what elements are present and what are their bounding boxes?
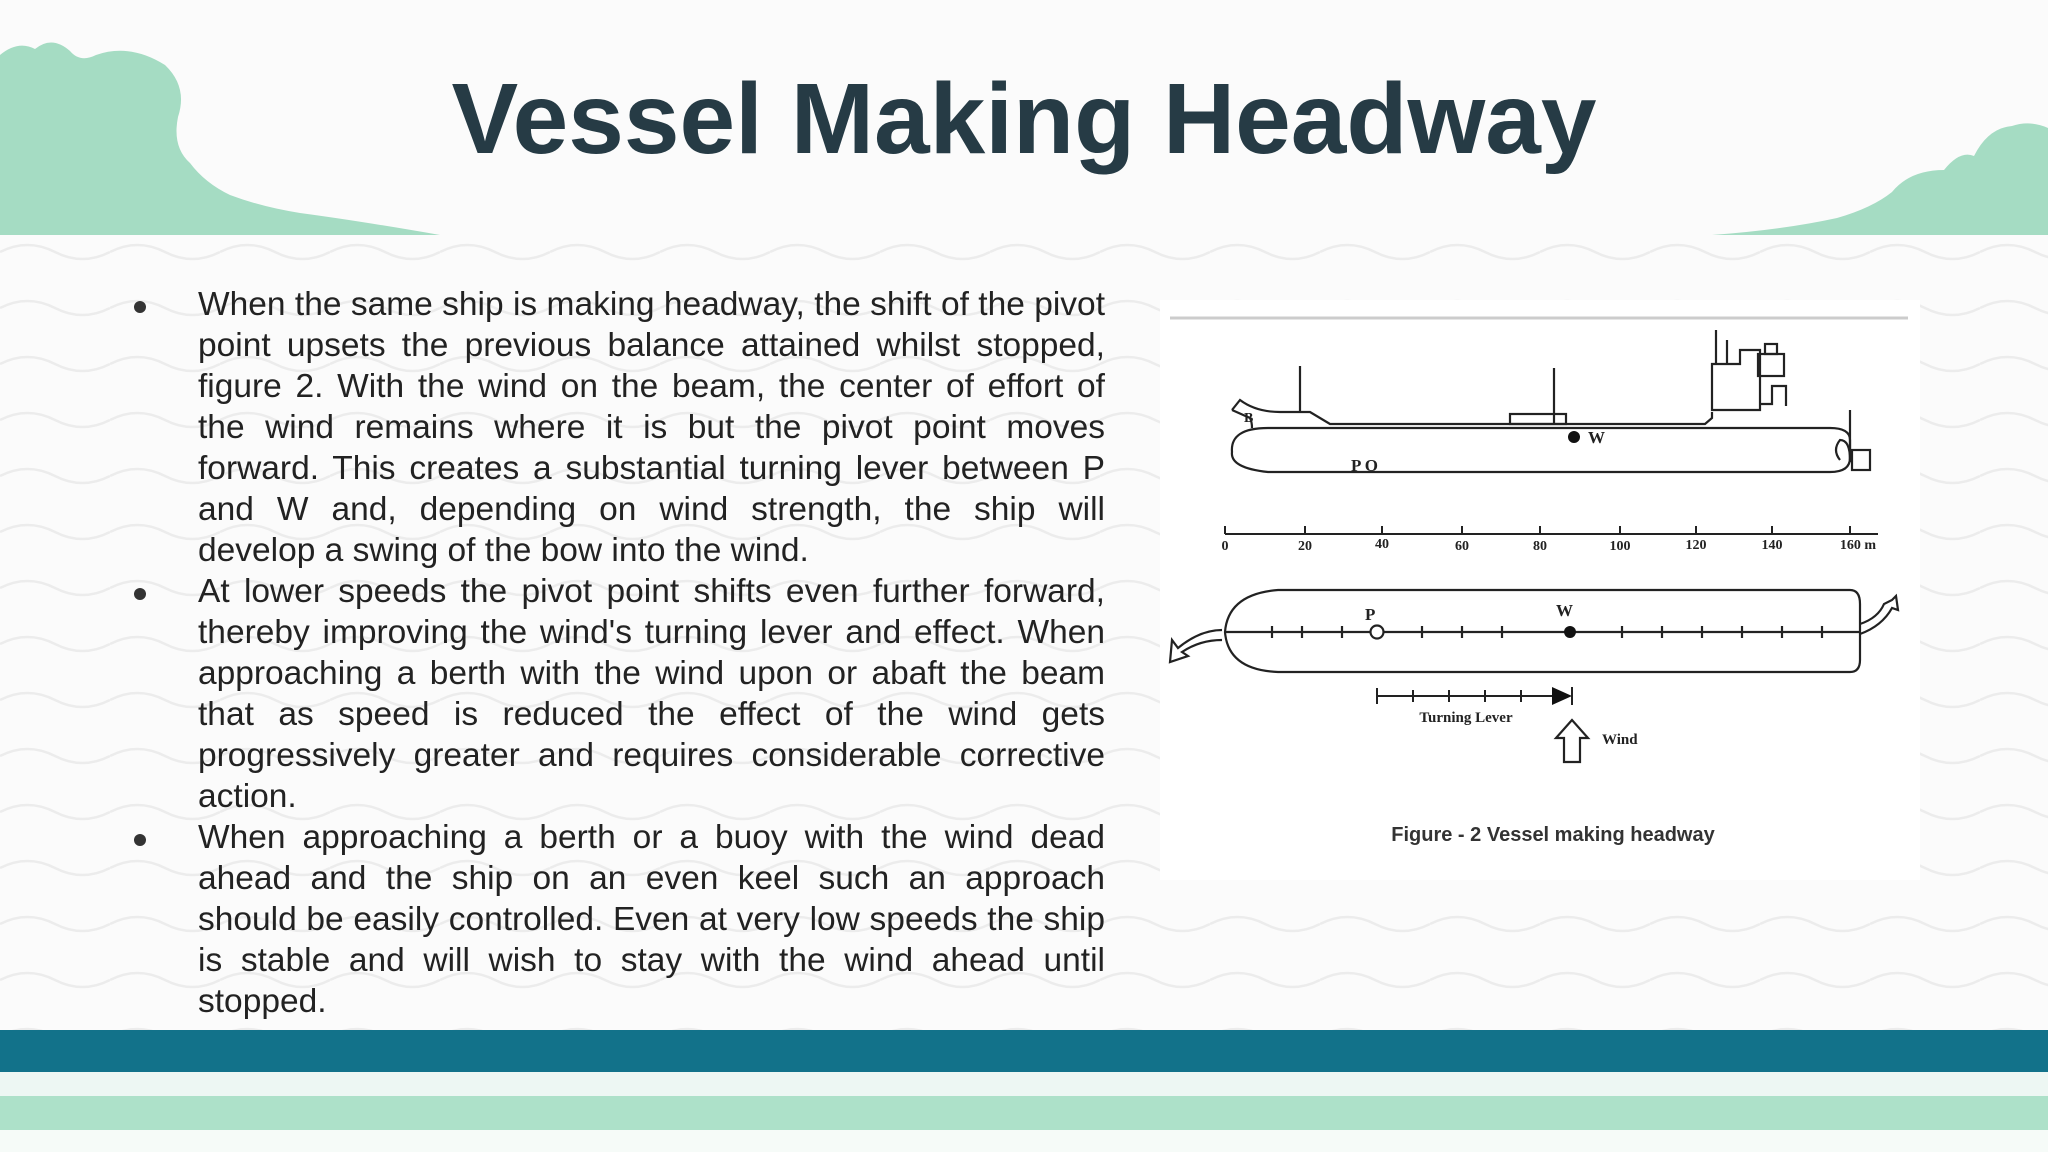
turning-lever-label: Turning Lever <box>1419 710 1513 726</box>
scale-tick-label: 160 m <box>1839 538 1877 553</box>
footer-band-mint <box>0 1096 2048 1130</box>
bullet-list <box>120 284 1105 1022</box>
footer-band-light <box>0 1072 2048 1096</box>
scale-tick-label: 140 <box>1761 538 1783 553</box>
wind-center-dot-plan <box>1564 626 1576 638</box>
scale-tick-label: 60 <box>1455 539 1469 554</box>
bullet-item-1 <box>120 284 1105 571</box>
bullet-dot <box>134 301 146 313</box>
scale-tick-label: 0 <box>1221 539 1229 554</box>
footer-band-pale <box>0 1130 2048 1152</box>
side-wind-label: W <box>1588 428 1605 447</box>
scale-tick-label: 120 <box>1685 538 1707 553</box>
scale-tick-label: 80 <box>1533 539 1547 554</box>
wind-center-dot-side <box>1568 431 1580 443</box>
slide-title: Vessel Making Headway <box>451 63 1597 175</box>
side-pivot-label: P O <box>1351 456 1378 475</box>
scale-tick-label: 100 <box>1609 539 1631 554</box>
bullet-text-3: When approaching a berth or a buoy with the wind dead ahead and the ship on an even keel such an approach should be easily controlled. Even at very low speeds the ship is stable and will wish to stay with the wind ahead until stopped. <box>198 819 1105 1020</box>
bullet-item-3 <box>120 817 1105 1022</box>
wind-arrow-label: Wind <box>1602 732 1638 748</box>
bullet-item-2 <box>120 571 1105 817</box>
bow-mark-label: B <box>1244 411 1254 426</box>
plan-wind-label: W <box>1556 601 1573 620</box>
plan-pivot-label: P <box>1365 605 1376 624</box>
bullet-dot <box>134 588 146 600</box>
bullet-text-2: At lower speeds the pivot point shifts even further forward, thereby improving the wind's turning lever and effect. When approaching a berth with the wind upon or abaft the beam that as speed is reduced the effect of the wind gets progressively greater and requires considerable corrective action. <box>198 573 1105 815</box>
scale-tick-label: 40 <box>1375 537 1389 552</box>
scale-tick-label: 20 <box>1298 539 1312 554</box>
footer-band-teal <box>0 1030 2048 1072</box>
figure-caption: Figure - 2 Vessel making headway <box>1391 824 1715 846</box>
vessel-headway-figure <box>1160 300 1920 880</box>
bullet-text-1: When the same ship is making headway, the shift of the pivot point upsets the previous balance attained whilst stopped, figure 2. With the wind on the beam, the center of effort of the wind remains where it is but the pivot point moves forward. This creates a substantial turning lever between P and W and, depending on wind strength, the ship will develop a swing of the bow into the wind. <box>198 286 1105 569</box>
bullet-dot <box>134 834 146 846</box>
pivot-point-circle <box>1371 626 1384 639</box>
